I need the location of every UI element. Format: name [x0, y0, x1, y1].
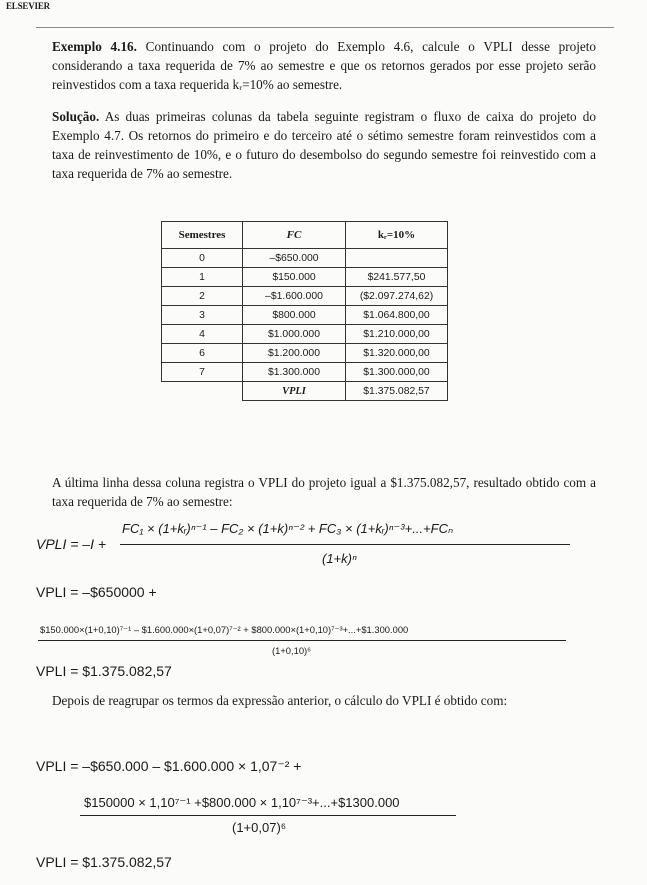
formula3-line1: VPLI = –$650.000 – $1.600.000 × 1,07⁻² + [36, 758, 302, 774]
example-paragraph [52, 37, 596, 94]
table-footer-row [162, 382, 448, 401]
header-fc: FC [243, 222, 346, 249]
table-cell: $1.064.800,00 [346, 306, 448, 325]
formula2-numerator: $150.000×(1+0,10)⁷⁻¹ – $1.600.000×(1+0,07)⁷⁻² + $800.000×(1+0,10)⁷⁻³+...+$1.300.000 [40, 624, 409, 635]
header-semestres: Semestres [162, 222, 243, 249]
publisher-logo-text: ELSEVIER [6, 1, 50, 11]
table-row [162, 325, 448, 344]
table-cell: 2 [162, 287, 243, 306]
footer-value: $1.375.082,57 [346, 382, 448, 401]
table-row [162, 344, 448, 363]
formula1-numerator: FC₁ × (1+kᵣ)ⁿ⁻¹ – FC₂ × (1+k)ⁿ⁻² + FC₃ × (1+kᵣ)ⁿ⁻³+...+FCₙ [122, 521, 454, 536]
table-cell [346, 249, 448, 268]
example-text: Continuando com o projeto do Exemplo 4.6, calcule o VPLI desse projeto considerando a taxa requerida de 7% ao semestre e que os retornos gerados por esse projeto serão reinvestidos com a taxa requerida kᵣ=10% ao semestre. [52, 39, 597, 92]
table-header-row [162, 222, 448, 249]
table-cell: –$650.000 [243, 249, 346, 268]
table-cell: –$1.600.000 [243, 287, 346, 306]
table-row [162, 249, 448, 268]
table-cell: $150.000 [243, 268, 346, 287]
table-cell: $800.000 [243, 306, 346, 325]
table-cell: 1 [162, 268, 243, 287]
formula2-denominator: (1+0,10)⁶ [272, 645, 312, 656]
table-cell: $1.210.000,00 [346, 325, 448, 344]
table-cell: 4 [162, 325, 243, 344]
formula1-denominator: (1+k)ⁿ [322, 551, 357, 566]
header-kr: kᵣ=10% [346, 222, 448, 249]
cash-flow-table [161, 221, 448, 401]
conclusion-paragraph: A última linha dessa coluna registra o VPLI do projeto igual a $1.375.082,57, resultado obtido com a taxa requerida de 7% ao semestre: [52, 475, 596, 509]
header-rule [36, 27, 614, 28]
table-row [162, 306, 448, 325]
table-blank-cell [162, 382, 243, 401]
table-cell: 3 [162, 306, 243, 325]
table-row [162, 268, 448, 287]
example-title: Exemplo 4.16. [52, 39, 137, 54]
table-cell: $1.300.000 [243, 363, 346, 382]
footer-label: VPLI [243, 382, 346, 401]
regroup-paragraph: Depois de reagrupar os termos da expressão anterior, o cálculo do VPLI é obtido com: [52, 693, 508, 708]
table-row [162, 287, 448, 306]
formula2-result: VPLI = $1.375.082,57 [36, 663, 172, 679]
page-header [0, 0, 647, 14]
table-cell: $1.200.000 [243, 344, 346, 363]
formula2-line1: VPLI = –$650000 + [36, 584, 157, 600]
formula3-denominator: (1+0,07)⁶ [232, 820, 287, 835]
formula1-fraction-line [120, 544, 570, 545]
table-cell: 6 [162, 344, 243, 363]
table-cell: 7 [162, 363, 243, 382]
solution-paragraph [52, 107, 596, 183]
formula3-numerator: $150000 × 1,10⁷⁻¹ +$800.000 × 1,10⁷⁻³+...+$1300.000 [84, 795, 400, 810]
formula1-lhs: VPLI = –I + [36, 536, 107, 552]
solution-title: Solução. [52, 109, 100, 124]
table-cell: ($2.097.274,62) [346, 287, 448, 306]
table-cell: $1.320.000,00 [346, 344, 448, 363]
table-cell: $1.000.000 [243, 325, 346, 344]
table-cell: $1.300.000,00 [346, 363, 448, 382]
table-cell: 0 [162, 249, 243, 268]
solution-text: As duas primeiras colunas da tabela seguinte registram o fluxo de caixa do projeto do Exemplo 4.7. Os retornos do primeiro e do terceiro até o sétimo semestre foram reinvestidos com a taxa de reinvestimento de 10%, e o futuro do desembolso do segundo semestre foi reinvestido com a taxa requerida de 7% ao semestre. [52, 109, 596, 181]
formula2-fraction-line [38, 640, 566, 641]
formula3-result: VPLI = $1.375.082,57 [36, 854, 172, 870]
formula3-fraction-line [80, 815, 456, 816]
table-row [162, 363, 448, 382]
table-cell: $241.577,50 [346, 268, 448, 287]
